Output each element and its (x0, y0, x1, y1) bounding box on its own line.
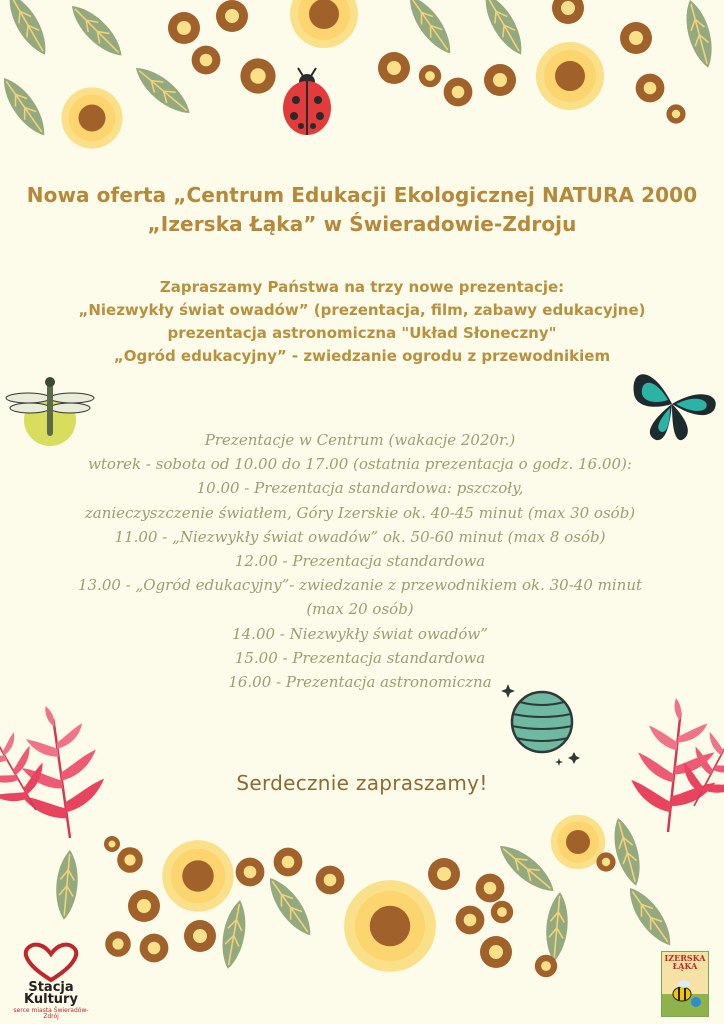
leaf-icon (680, 0, 718, 70)
flower-icon (61, 87, 122, 148)
flower-icon (316, 866, 345, 895)
sparkle-icon (555, 758, 563, 766)
schedule-block (40, 428, 680, 694)
schedule-item: (max 20 osób) (306, 600, 414, 619)
flower-icon (240, 58, 275, 93)
flower-icon (105, 931, 131, 957)
schedule-item: 15.00 - Prezentacja standardowa (234, 648, 486, 667)
schedule-item: 16.00 - Prezentacja astronomiczna (228, 673, 492, 692)
flower-icon (552, 0, 584, 24)
planet-icon (512, 692, 572, 752)
intro-line-4: „Ogród edukacyjny” - zwiedzanie ogrodu z przewodnikiem (113, 347, 611, 365)
schedule-item: 11.00 - „Niezwykły świat owadów” ok. 50-60 minut (max 8 osób) (114, 527, 606, 546)
schedule-item: 10.00 - Prezentacja standardowa: pszczoły, (196, 479, 524, 498)
flower-icon (491, 901, 513, 923)
flower-icon (596, 852, 615, 871)
leaf-icon (53, 849, 80, 921)
schedule-item: 14.00 - Niezwykły świat owadów” (232, 624, 488, 643)
closing-text: Serdecznie zapraszamy! (236, 771, 488, 795)
flower-icon (484, 64, 516, 96)
logo-left-sub: serce miasta Świeradów-Zdrój (13, 1007, 89, 1020)
heart-icon (10, 940, 92, 984)
izerska-laka-logo (661, 951, 709, 1017)
flower-icon (344, 880, 436, 972)
schedule-item: 13.00 - „Ogród edukacyjny”- zwiedzanie z przewodnikiem ok. 30-40 minut (77, 576, 643, 595)
flower-icon (476, 874, 505, 903)
intro-line-1: Zapraszamy Państwa na trzy nowe prezentacje: (159, 278, 565, 296)
schedule-item: zanieczyszczenie światłem, Góry Izerskie ok. 40-45 minut (max 30 osób) (84, 503, 636, 522)
flower-icon (162, 840, 233, 911)
title-line-2: „Izerska Łąka” w Świeradowie-Zdroju (147, 212, 577, 236)
flower-icon (192, 46, 221, 75)
flower-icon (456, 906, 485, 935)
stacja-kultury-logo (10, 940, 92, 1020)
flower-icon (117, 847, 143, 873)
schedule-heading: Prezentacje w Centrum (wakacje 2020r.) (204, 431, 516, 449)
leaf-icon (543, 891, 570, 963)
schedule-item: 12.00 - Prezentacja standardowa (234, 552, 486, 571)
logo-left-name: Stacja Kultury (24, 980, 78, 1007)
schedule-days: wtorek - sobota od 10.00 do 17.00 (ostatnia prezentacja o godz. 16.00): (88, 455, 632, 474)
bee-icon (662, 964, 708, 1016)
leaf-icon (1, 0, 54, 60)
ladybug-icon (283, 68, 331, 135)
leaf-icon (401, 0, 458, 59)
flower-icon (536, 42, 604, 110)
leaf-icon (65, 0, 129, 63)
flower-icon (428, 858, 460, 890)
intro-line-2: „Niezwykły świat owadów” (prezentacja, film, zabawy edukacyjne) (78, 301, 646, 319)
flower-icon (236, 858, 265, 887)
flower-icon (378, 52, 410, 84)
leaf-icon (0, 72, 53, 141)
leaf-icon (477, 0, 530, 60)
flower-icon (535, 955, 557, 977)
flower-icon (636, 74, 665, 103)
leaf-icon (129, 60, 196, 121)
flower-icon (419, 65, 441, 87)
flower-icon (290, 0, 358, 48)
flower-icon (274, 848, 303, 877)
leaf-icon (261, 872, 318, 941)
flower-icon (140, 934, 169, 963)
leaf-icon (621, 882, 678, 951)
flower-icon (184, 920, 216, 952)
flower-icon (168, 12, 200, 44)
title-line-1: Nowa oferta „Centrum Edukacji Ekologicznej NATURA 2000 (26, 183, 698, 207)
logo-right-name: IZERSKA ŁĄKA (664, 953, 706, 971)
intro-block (0, 276, 724, 368)
flower-icon (666, 104, 685, 123)
flower-icon (620, 22, 652, 54)
flower-icon (216, 0, 248, 32)
flower-icon (480, 936, 512, 968)
leaf-icon (218, 898, 251, 971)
intro-line-3: prezentacja astronomiczna "Układ Słoneczny" (167, 324, 557, 342)
leaf-icon (608, 815, 646, 888)
flower-icon (128, 890, 160, 922)
page-title (0, 181, 724, 239)
sparkle-icon (568, 752, 580, 764)
flower-icon (104, 836, 120, 852)
flower-icon (444, 78, 473, 107)
